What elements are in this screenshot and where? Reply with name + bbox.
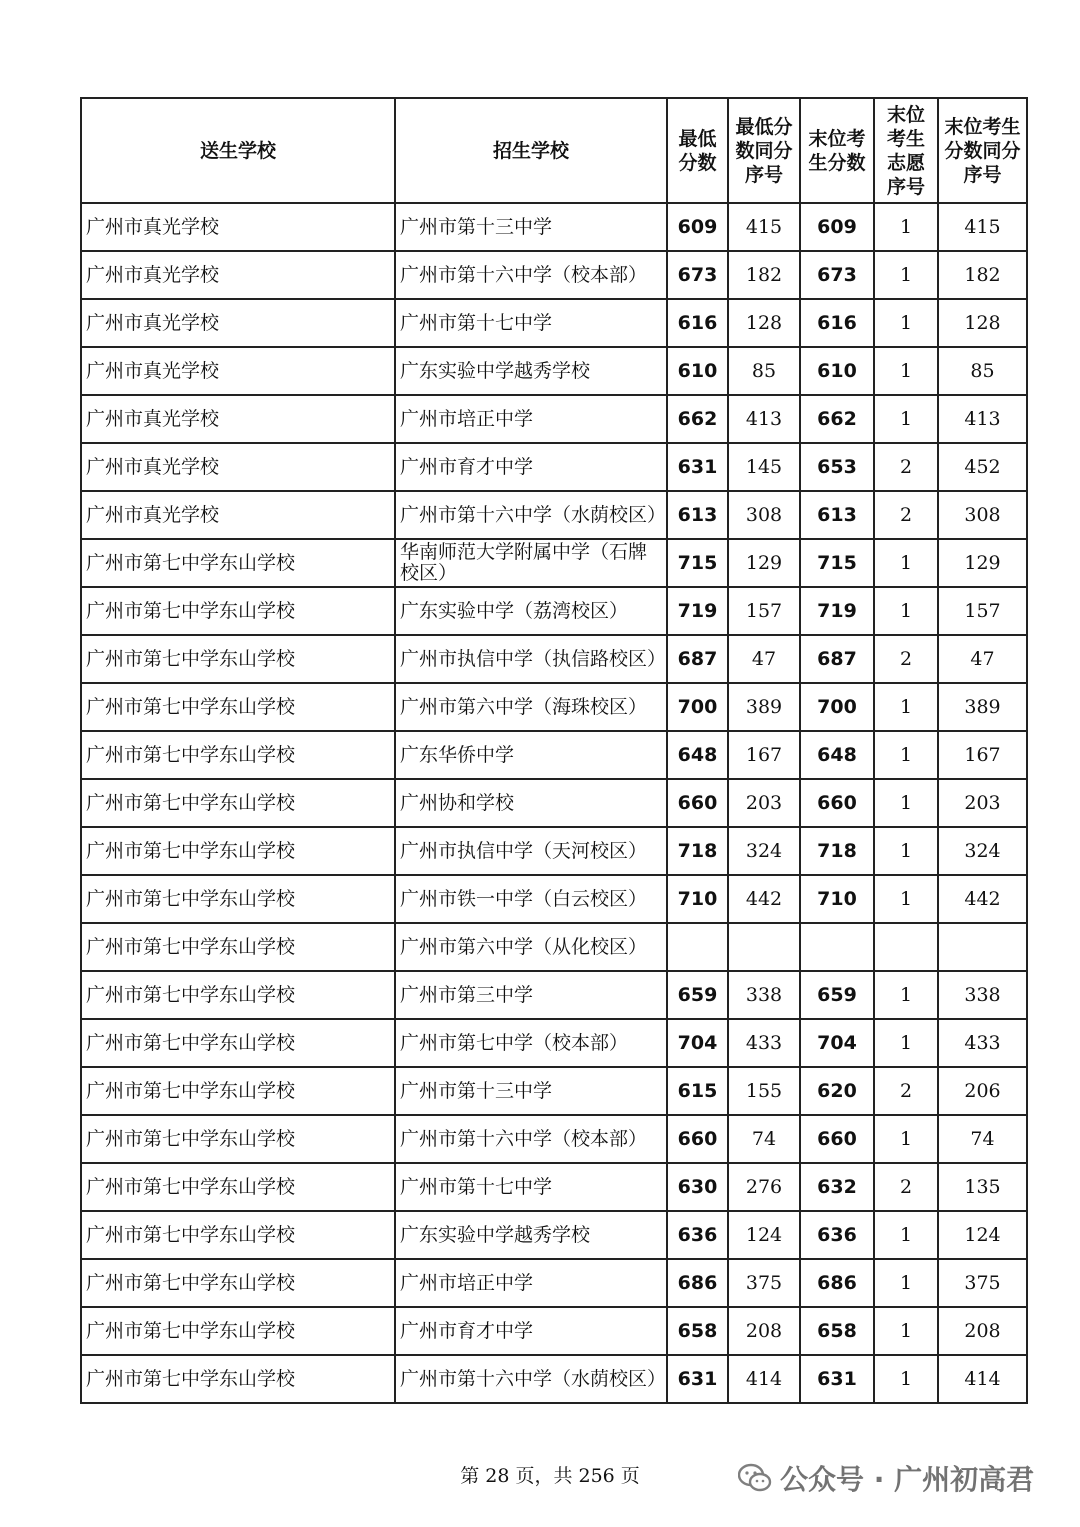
admitting-school-cell: 广州市第三中学 bbox=[395, 971, 667, 1019]
sending-school-cell: 广州市真光学校 bbox=[81, 491, 395, 539]
sending-school-cell: 广州市真光学校 bbox=[81, 299, 395, 347]
watermark-text: 公众号 · 广州初高君 bbox=[780, 1463, 1035, 1496]
choice-no-cell: 1 bbox=[874, 1307, 938, 1355]
min-score-tie-rank-cell: 182 bbox=[728, 251, 800, 299]
last-tie-rank-cell: 308 bbox=[938, 491, 1027, 539]
sending-school-cell: 广州市第七中学东山学校 bbox=[81, 971, 395, 1019]
last-score-cell: 659 bbox=[800, 971, 874, 1019]
last-score-cell: 620 bbox=[800, 1067, 874, 1115]
last-tie-rank-cell: 85 bbox=[938, 347, 1027, 395]
admitting-school-cell: 广州市第十六中学（校本部） bbox=[395, 251, 667, 299]
last-tie-rank-cell: 124 bbox=[938, 1211, 1027, 1259]
min-score-cell: 662 bbox=[667, 395, 728, 443]
admitting-school-cell: 广州市执信中学（天河校区） bbox=[395, 827, 667, 875]
last-score-cell: 710 bbox=[800, 875, 874, 923]
sending-school-cell: 广州市第七中学东山学校 bbox=[81, 1019, 395, 1067]
last-tie-rank-cell: 415 bbox=[938, 203, 1027, 251]
last-tie-rank-cell: 338 bbox=[938, 971, 1027, 1019]
min-score-cell bbox=[667, 923, 728, 971]
table-row bbox=[81, 827, 1027, 875]
min-score-cell: 615 bbox=[667, 1067, 728, 1115]
min-score-tie-rank-cell bbox=[728, 923, 800, 971]
min-score-cell: 718 bbox=[667, 827, 728, 875]
sending-school-cell: 广州市第七中学东山学校 bbox=[81, 683, 395, 731]
table-row bbox=[81, 971, 1027, 1019]
sending-school-cell: 广州市真光学校 bbox=[81, 443, 395, 491]
sending-school-cell: 广州市第七中学东山学校 bbox=[81, 1211, 395, 1259]
admitting-school-cell: 广州市第十三中学 bbox=[395, 203, 667, 251]
min-score-tie-rank-cell: 375 bbox=[728, 1259, 800, 1307]
last-tie-rank-cell: 414 bbox=[938, 1355, 1027, 1403]
table-row bbox=[81, 731, 1027, 779]
table-row bbox=[81, 875, 1027, 923]
choice-no-cell: 1 bbox=[874, 1115, 938, 1163]
table-row bbox=[81, 1163, 1027, 1211]
table-row bbox=[81, 347, 1027, 395]
sending-school-cell: 广州市第七中学东山学校 bbox=[81, 635, 395, 683]
sending-school-cell: 广州市第七中学东山学校 bbox=[81, 1115, 395, 1163]
table-row bbox=[81, 1307, 1027, 1355]
last-tie-rank-cell: 47 bbox=[938, 635, 1027, 683]
choice-no-cell: 1 bbox=[874, 779, 938, 827]
last-score-cell: 686 bbox=[800, 1259, 874, 1307]
sending-school-cell: 广州市第七中学东山学校 bbox=[81, 1259, 395, 1307]
choice-no-cell: 1 bbox=[874, 731, 938, 779]
last-score-cell: 648 bbox=[800, 731, 874, 779]
last-score-cell: 719 bbox=[800, 587, 874, 635]
admitting-school-cell: 广州市育才中学 bbox=[395, 443, 667, 491]
header-last-student-score: 末位考生分数 bbox=[800, 98, 874, 203]
table-row bbox=[81, 299, 1027, 347]
admitting-school-cell: 华南师范大学附属中学（石牌校区） bbox=[395, 539, 667, 587]
min-score-tie-rank-cell: 433 bbox=[728, 1019, 800, 1067]
choice-no-cell: 1 bbox=[874, 395, 938, 443]
last-score-cell: 660 bbox=[800, 1115, 874, 1163]
admitting-school-cell: 广州协和学校 bbox=[395, 779, 667, 827]
admitting-school-cell: 广州市培正中学 bbox=[395, 395, 667, 443]
last-score-cell: 610 bbox=[800, 347, 874, 395]
last-tie-rank-cell: 203 bbox=[938, 779, 1027, 827]
choice-no-cell: 1 bbox=[874, 539, 938, 587]
min-score-cell: 630 bbox=[667, 1163, 728, 1211]
header-last-student-choice-no: 末位考生志愿序号 bbox=[874, 98, 938, 203]
last-score-cell: 653 bbox=[800, 443, 874, 491]
sending-school-cell: 广州市真光学校 bbox=[81, 347, 395, 395]
table-row bbox=[81, 1067, 1027, 1115]
last-score-cell: 658 bbox=[800, 1307, 874, 1355]
watermark bbox=[738, 1458, 1034, 1498]
min-score-cell: 660 bbox=[667, 779, 728, 827]
last-tie-rank-cell: 182 bbox=[938, 251, 1027, 299]
choice-no-cell: 1 bbox=[874, 587, 938, 635]
last-score-cell: 704 bbox=[800, 1019, 874, 1067]
min-score-tie-rank-cell: 415 bbox=[728, 203, 800, 251]
header-sending-school: 送生学校 bbox=[81, 98, 395, 203]
choice-no-cell: 1 bbox=[874, 1019, 938, 1067]
min-score-cell: 715 bbox=[667, 539, 728, 587]
min-score-cell: 700 bbox=[667, 683, 728, 731]
min-score-tie-rank-cell: 203 bbox=[728, 779, 800, 827]
last-tie-rank-cell: 442 bbox=[938, 875, 1027, 923]
table-row bbox=[81, 1259, 1027, 1307]
choice-no-cell: 2 bbox=[874, 635, 938, 683]
last-tie-rank-cell: 206 bbox=[938, 1067, 1027, 1115]
choice-no-cell: 1 bbox=[874, 1355, 938, 1403]
choice-no-cell: 2 bbox=[874, 443, 938, 491]
table-row bbox=[81, 491, 1027, 539]
sending-school-cell: 广州市第七中学东山学校 bbox=[81, 779, 395, 827]
table-row bbox=[81, 1115, 1027, 1163]
last-tie-rank-cell: 167 bbox=[938, 731, 1027, 779]
table-row bbox=[81, 923, 1027, 971]
admitting-school-cell: 广州市第十七中学 bbox=[395, 299, 667, 347]
min-score-tie-rank-cell: 85 bbox=[728, 347, 800, 395]
choice-no-cell: 2 bbox=[874, 491, 938, 539]
choice-no-cell: 1 bbox=[874, 251, 938, 299]
min-score-cell: 648 bbox=[667, 731, 728, 779]
min-score-tie-rank-cell: 145 bbox=[728, 443, 800, 491]
admitting-school-cell: 广东实验中学越秀学校 bbox=[395, 347, 667, 395]
last-tie-rank-cell: 389 bbox=[938, 683, 1027, 731]
choice-no-cell: 1 bbox=[874, 971, 938, 1019]
admitting-school-cell: 广州市第十七中学 bbox=[395, 1163, 667, 1211]
min-score-tie-rank-cell: 338 bbox=[728, 971, 800, 1019]
choice-no-cell: 1 bbox=[874, 875, 938, 923]
last-score-cell bbox=[800, 923, 874, 971]
min-score-cell: 636 bbox=[667, 1211, 728, 1259]
sending-school-cell: 广州市第七中学东山学校 bbox=[81, 539, 395, 587]
choice-no-cell: 1 bbox=[874, 1211, 938, 1259]
last-tie-rank-cell: 452 bbox=[938, 443, 1027, 491]
last-score-cell: 700 bbox=[800, 683, 874, 731]
min-score-cell: 704 bbox=[667, 1019, 728, 1067]
choice-no-cell bbox=[874, 923, 938, 971]
admitting-school-cell: 广东实验中学（荔湾校区） bbox=[395, 587, 667, 635]
table-row bbox=[81, 1019, 1027, 1067]
min-score-cell: 659 bbox=[667, 971, 728, 1019]
min-score-tie-rank-cell: 324 bbox=[728, 827, 800, 875]
last-score-cell: 609 bbox=[800, 203, 874, 251]
min-score-tie-rank-cell: 155 bbox=[728, 1067, 800, 1115]
admitting-school-cell: 广州市第七中学（校本部） bbox=[395, 1019, 667, 1067]
min-score-tie-rank-cell: 413 bbox=[728, 395, 800, 443]
admitting-school-cell: 广州市育才中学 bbox=[395, 1307, 667, 1355]
choice-no-cell: 1 bbox=[874, 299, 938, 347]
header-admitting-school: 招生学校 bbox=[395, 98, 667, 203]
last-tie-rank-cell: 135 bbox=[938, 1163, 1027, 1211]
admitting-school-cell: 广州市第十六中学（水荫校区） bbox=[395, 491, 667, 539]
min-score-tie-rank-cell: 442 bbox=[728, 875, 800, 923]
min-score-cell: 631 bbox=[667, 443, 728, 491]
min-score-tie-rank-cell: 157 bbox=[728, 587, 800, 635]
table-header-row bbox=[81, 98, 1027, 203]
last-score-cell: 662 bbox=[800, 395, 874, 443]
min-score-tie-rank-cell: 129 bbox=[728, 539, 800, 587]
admitting-school-cell: 广州市铁一中学（白云校区） bbox=[395, 875, 667, 923]
admitting-school-cell: 广州市第六中学（海珠校区） bbox=[395, 683, 667, 731]
min-score-tie-rank-cell: 208 bbox=[728, 1307, 800, 1355]
choice-no-cell: 1 bbox=[874, 203, 938, 251]
min-score-cell: 660 bbox=[667, 1115, 728, 1163]
sending-school-cell: 广州市真光学校 bbox=[81, 203, 395, 251]
last-score-cell: 616 bbox=[800, 299, 874, 347]
last-tie-rank-cell: 324 bbox=[938, 827, 1027, 875]
choice-no-cell: 2 bbox=[874, 1163, 938, 1211]
admitting-school-cell: 广州市第十三中学 bbox=[395, 1067, 667, 1115]
min-score-cell: 710 bbox=[667, 875, 728, 923]
choice-no-cell: 2 bbox=[874, 1067, 938, 1115]
sending-school-cell: 广州市第七中学东山学校 bbox=[81, 1163, 395, 1211]
last-score-cell: 718 bbox=[800, 827, 874, 875]
sending-school-cell: 广州市第七中学东山学校 bbox=[81, 923, 395, 971]
min-score-tie-rank-cell: 308 bbox=[728, 491, 800, 539]
last-score-cell: 673 bbox=[800, 251, 874, 299]
table-row bbox=[81, 203, 1027, 251]
header-min-score: 最低分数 bbox=[667, 98, 728, 203]
table-row bbox=[81, 539, 1027, 587]
table-row bbox=[81, 1355, 1027, 1403]
admitting-school-cell: 广州市第十六中学（水荫校区） bbox=[395, 1355, 667, 1403]
min-score-tie-rank-cell: 389 bbox=[728, 683, 800, 731]
min-score-cell: 609 bbox=[667, 203, 728, 251]
last-tie-rank-cell: 129 bbox=[938, 539, 1027, 587]
last-score-cell: 687 bbox=[800, 635, 874, 683]
admission-table bbox=[80, 97, 1028, 1404]
last-tie-rank-cell: 128 bbox=[938, 299, 1027, 347]
min-score-tie-rank-cell: 276 bbox=[728, 1163, 800, 1211]
min-score-tie-rank-cell: 47 bbox=[728, 635, 800, 683]
page-number: 第 28 页，共 256 页 bbox=[460, 1465, 640, 1487]
min-score-tie-rank-cell: 124 bbox=[728, 1211, 800, 1259]
table-row bbox=[81, 395, 1027, 443]
min-score-tie-rank-cell: 128 bbox=[728, 299, 800, 347]
last-tie-rank-cell: 433 bbox=[938, 1019, 1027, 1067]
last-tie-rank-cell: 413 bbox=[938, 395, 1027, 443]
last-score-cell: 715 bbox=[800, 539, 874, 587]
admitting-school-cell: 广东实验中学越秀学校 bbox=[395, 1211, 667, 1259]
sending-school-cell: 广州市第七中学东山学校 bbox=[81, 1355, 395, 1403]
min-score-cell: 616 bbox=[667, 299, 728, 347]
sending-school-cell: 广州市第七中学东山学校 bbox=[81, 875, 395, 923]
min-score-cell: 673 bbox=[667, 251, 728, 299]
admitting-school-cell: 广东华侨中学 bbox=[395, 731, 667, 779]
choice-no-cell: 1 bbox=[874, 347, 938, 395]
sending-school-cell: 广州市真光学校 bbox=[81, 251, 395, 299]
min-score-tie-rank-cell: 167 bbox=[728, 731, 800, 779]
table-row bbox=[81, 251, 1027, 299]
last-score-cell: 660 bbox=[800, 779, 874, 827]
table-row bbox=[81, 683, 1027, 731]
sending-school-cell: 广州市第七中学东山学校 bbox=[81, 731, 395, 779]
sending-school-cell: 广州市第七中学东山学校 bbox=[81, 1067, 395, 1115]
admitting-school-cell: 广州市第十六中学（校本部） bbox=[395, 1115, 667, 1163]
admitting-school-cell: 广州市执信中学（执信路校区） bbox=[395, 635, 667, 683]
last-tie-rank-cell: 74 bbox=[938, 1115, 1027, 1163]
sending-school-cell: 广州市真光学校 bbox=[81, 395, 395, 443]
choice-no-cell: 1 bbox=[874, 827, 938, 875]
admitting-school-cell: 广州市第六中学（从化校区） bbox=[395, 923, 667, 971]
min-score-cell: 631 bbox=[667, 1355, 728, 1403]
header-last-student-tie-rank: 末位考生分数同分序号 bbox=[938, 98, 1027, 203]
sending-school-cell: 广州市第七中学东山学校 bbox=[81, 587, 395, 635]
header-min-score-tie-rank: 最低分数同分序号 bbox=[728, 98, 800, 203]
min-score-tie-rank-cell: 414 bbox=[728, 1355, 800, 1403]
last-tie-rank-cell: 208 bbox=[938, 1307, 1027, 1355]
min-score-cell: 719 bbox=[667, 587, 728, 635]
last-tie-rank-cell: 157 bbox=[938, 587, 1027, 635]
choice-no-cell: 1 bbox=[874, 683, 938, 731]
table-row bbox=[81, 1211, 1027, 1259]
min-score-tie-rank-cell: 74 bbox=[728, 1115, 800, 1163]
table-row bbox=[81, 587, 1027, 635]
table-row bbox=[81, 779, 1027, 827]
choice-no-cell: 1 bbox=[874, 1259, 938, 1307]
last-tie-rank-cell: 375 bbox=[938, 1259, 1027, 1307]
last-tie-rank-cell bbox=[938, 923, 1027, 971]
min-score-cell: 686 bbox=[667, 1259, 728, 1307]
sending-school-cell: 广州市第七中学东山学校 bbox=[81, 1307, 395, 1355]
last-score-cell: 636 bbox=[800, 1211, 874, 1259]
last-score-cell: 632 bbox=[800, 1163, 874, 1211]
wechat-icon bbox=[738, 1463, 772, 1493]
min-score-cell: 658 bbox=[667, 1307, 728, 1355]
min-score-cell: 613 bbox=[667, 491, 728, 539]
last-score-cell: 613 bbox=[800, 491, 874, 539]
table-row bbox=[81, 635, 1027, 683]
sending-school-cell: 广州市第七中学东山学校 bbox=[81, 827, 395, 875]
admitting-school-cell: 广州市培正中学 bbox=[395, 1259, 667, 1307]
table-row bbox=[81, 443, 1027, 491]
min-score-cell: 610 bbox=[667, 347, 728, 395]
min-score-cell: 687 bbox=[667, 635, 728, 683]
last-score-cell: 631 bbox=[800, 1355, 874, 1403]
